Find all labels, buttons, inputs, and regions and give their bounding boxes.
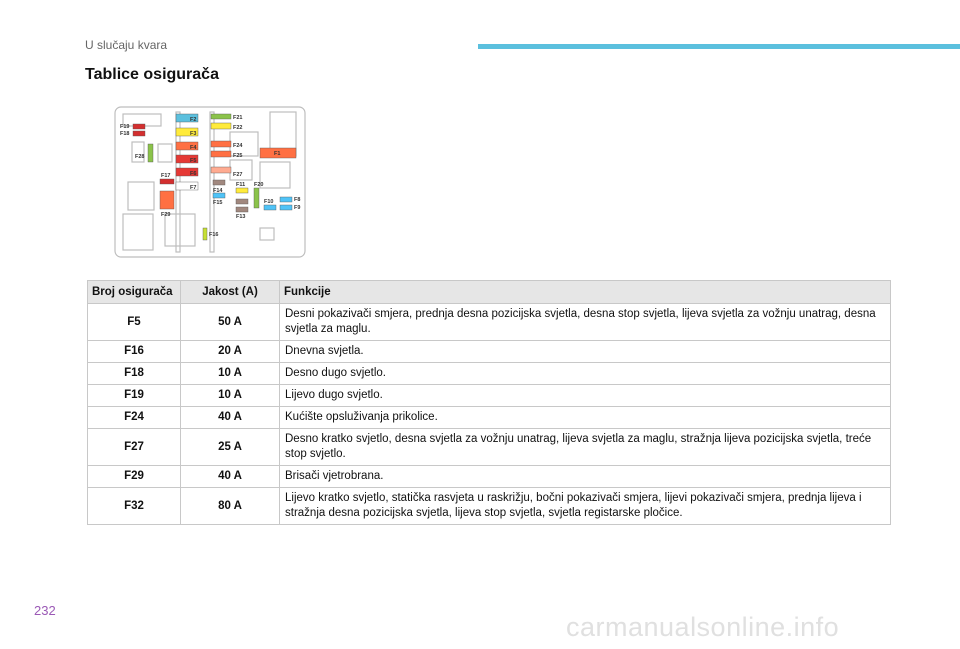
label-f7: F7 <box>190 185 197 191</box>
label-f21: F21 <box>233 115 243 121</box>
fuse-function: Dnevna svjetla. <box>280 341 891 363</box>
fuse-amperage: 40 A <box>181 407 280 429</box>
fuse-function: Kućište opsluživanja prikolice. <box>280 407 891 429</box>
watermark: carmanualsonline.info <box>566 612 840 642</box>
column-header-amperage: Jakost (A) <box>181 281 280 304</box>
label-f14: F14 <box>213 188 223 194</box>
column-header-functions: Funkcije <box>280 281 891 304</box>
page-number: 232 <box>34 603 56 618</box>
fuse-function: Brisači vjetrobrana. <box>280 466 891 488</box>
label-f13: F13 <box>236 214 246 220</box>
column-header-fuse: Broj osigurača <box>88 281 181 304</box>
section-header: U slučaju kvara <box>85 38 168 52</box>
fuse-amperage: 25 A <box>181 429 280 466</box>
fuse-amperage: 10 A <box>181 363 280 385</box>
table-header-row <box>88 281 891 304</box>
table-row <box>88 363 891 385</box>
fuse-function: Lijevo kratko svjetlo, statička rasvjeta u raskrižju, bočni pokazivači smjera, lijevi pokazivači smjera, prednja lijeva i stražnja desna pozicijska svjetla, lijeva stop svjetla, svjetla registarske pločice. <box>280 488 891 525</box>
label-f9: F9 <box>294 205 301 211</box>
label-f28: F28 <box>135 154 145 160</box>
fuse-amperage: 10 A <box>181 385 280 407</box>
fuse-amperage: 40 A <box>181 466 280 488</box>
fuse-number: F18 <box>88 363 181 385</box>
table-row <box>88 429 891 466</box>
label-f29: F29 <box>161 212 171 218</box>
fuse-function: Lijevo dugo svjetlo. <box>280 385 891 407</box>
fuse-number: F32 <box>88 488 181 525</box>
label-f2: F2 <box>190 117 197 123</box>
fuse-function: Desno dugo svjetlo. <box>280 363 891 385</box>
label-f24: F24 <box>233 143 243 149</box>
label-f17: F17 <box>161 173 171 179</box>
fuse-number: F5 <box>88 304 181 341</box>
fuse-amperage: 50 A <box>181 304 280 341</box>
label-f3: F3 <box>190 131 197 137</box>
label-f8: F8 <box>294 197 301 203</box>
fuse-function: Desno kratko svjetlo, desna svjetla za vožnju unatrag, lijeva svjetla za maglu, stražnja lijeva pozicijska svjetla, treće stop svjetlo. <box>280 429 891 466</box>
fuse-function: Desni pokazivači smjera, prednja desna pozicijska svjetla, desna stop svjetla, lijeva svjetla za vožnju unatrag, desna svjetla za maglu. <box>280 304 891 341</box>
table-row <box>88 304 891 341</box>
fuse-number: F19 <box>88 385 181 407</box>
fuse-amperage: 80 A <box>181 488 280 525</box>
label-f18: F18 <box>120 131 130 137</box>
label-f25: F25 <box>233 153 243 159</box>
fuse-number: F24 <box>88 407 181 429</box>
label-f19: F19 <box>120 124 130 130</box>
label-f1: F1 <box>274 151 281 157</box>
table-row <box>88 466 891 488</box>
label-f20: F20 <box>254 182 264 188</box>
page-title: Tablice osigurača <box>85 66 219 83</box>
label-f4: F4 <box>190 145 197 151</box>
table-row <box>88 407 891 429</box>
fuse-number: F29 <box>88 466 181 488</box>
label-f11: F11 <box>236 182 246 188</box>
fuse-number: F27 <box>88 429 181 466</box>
label-f5: F5 <box>190 158 197 164</box>
table-row <box>88 385 891 407</box>
label-f22: F22 <box>233 125 243 131</box>
label-f6: F6 <box>190 171 197 177</box>
fuse-amperage: 20 A <box>181 341 280 363</box>
fuse-table <box>87 280 891 525</box>
header-accent-bar <box>478 44 960 49</box>
label-f16: F16 <box>209 232 219 238</box>
fuse-box-diagram <box>110 104 310 260</box>
label-f15: F15 <box>213 200 223 206</box>
fuse-number: F16 <box>88 341 181 363</box>
table-row <box>88 488 891 525</box>
label-f10: F10 <box>264 199 274 205</box>
label-f27: F27 <box>233 172 243 178</box>
table-row <box>88 341 891 363</box>
